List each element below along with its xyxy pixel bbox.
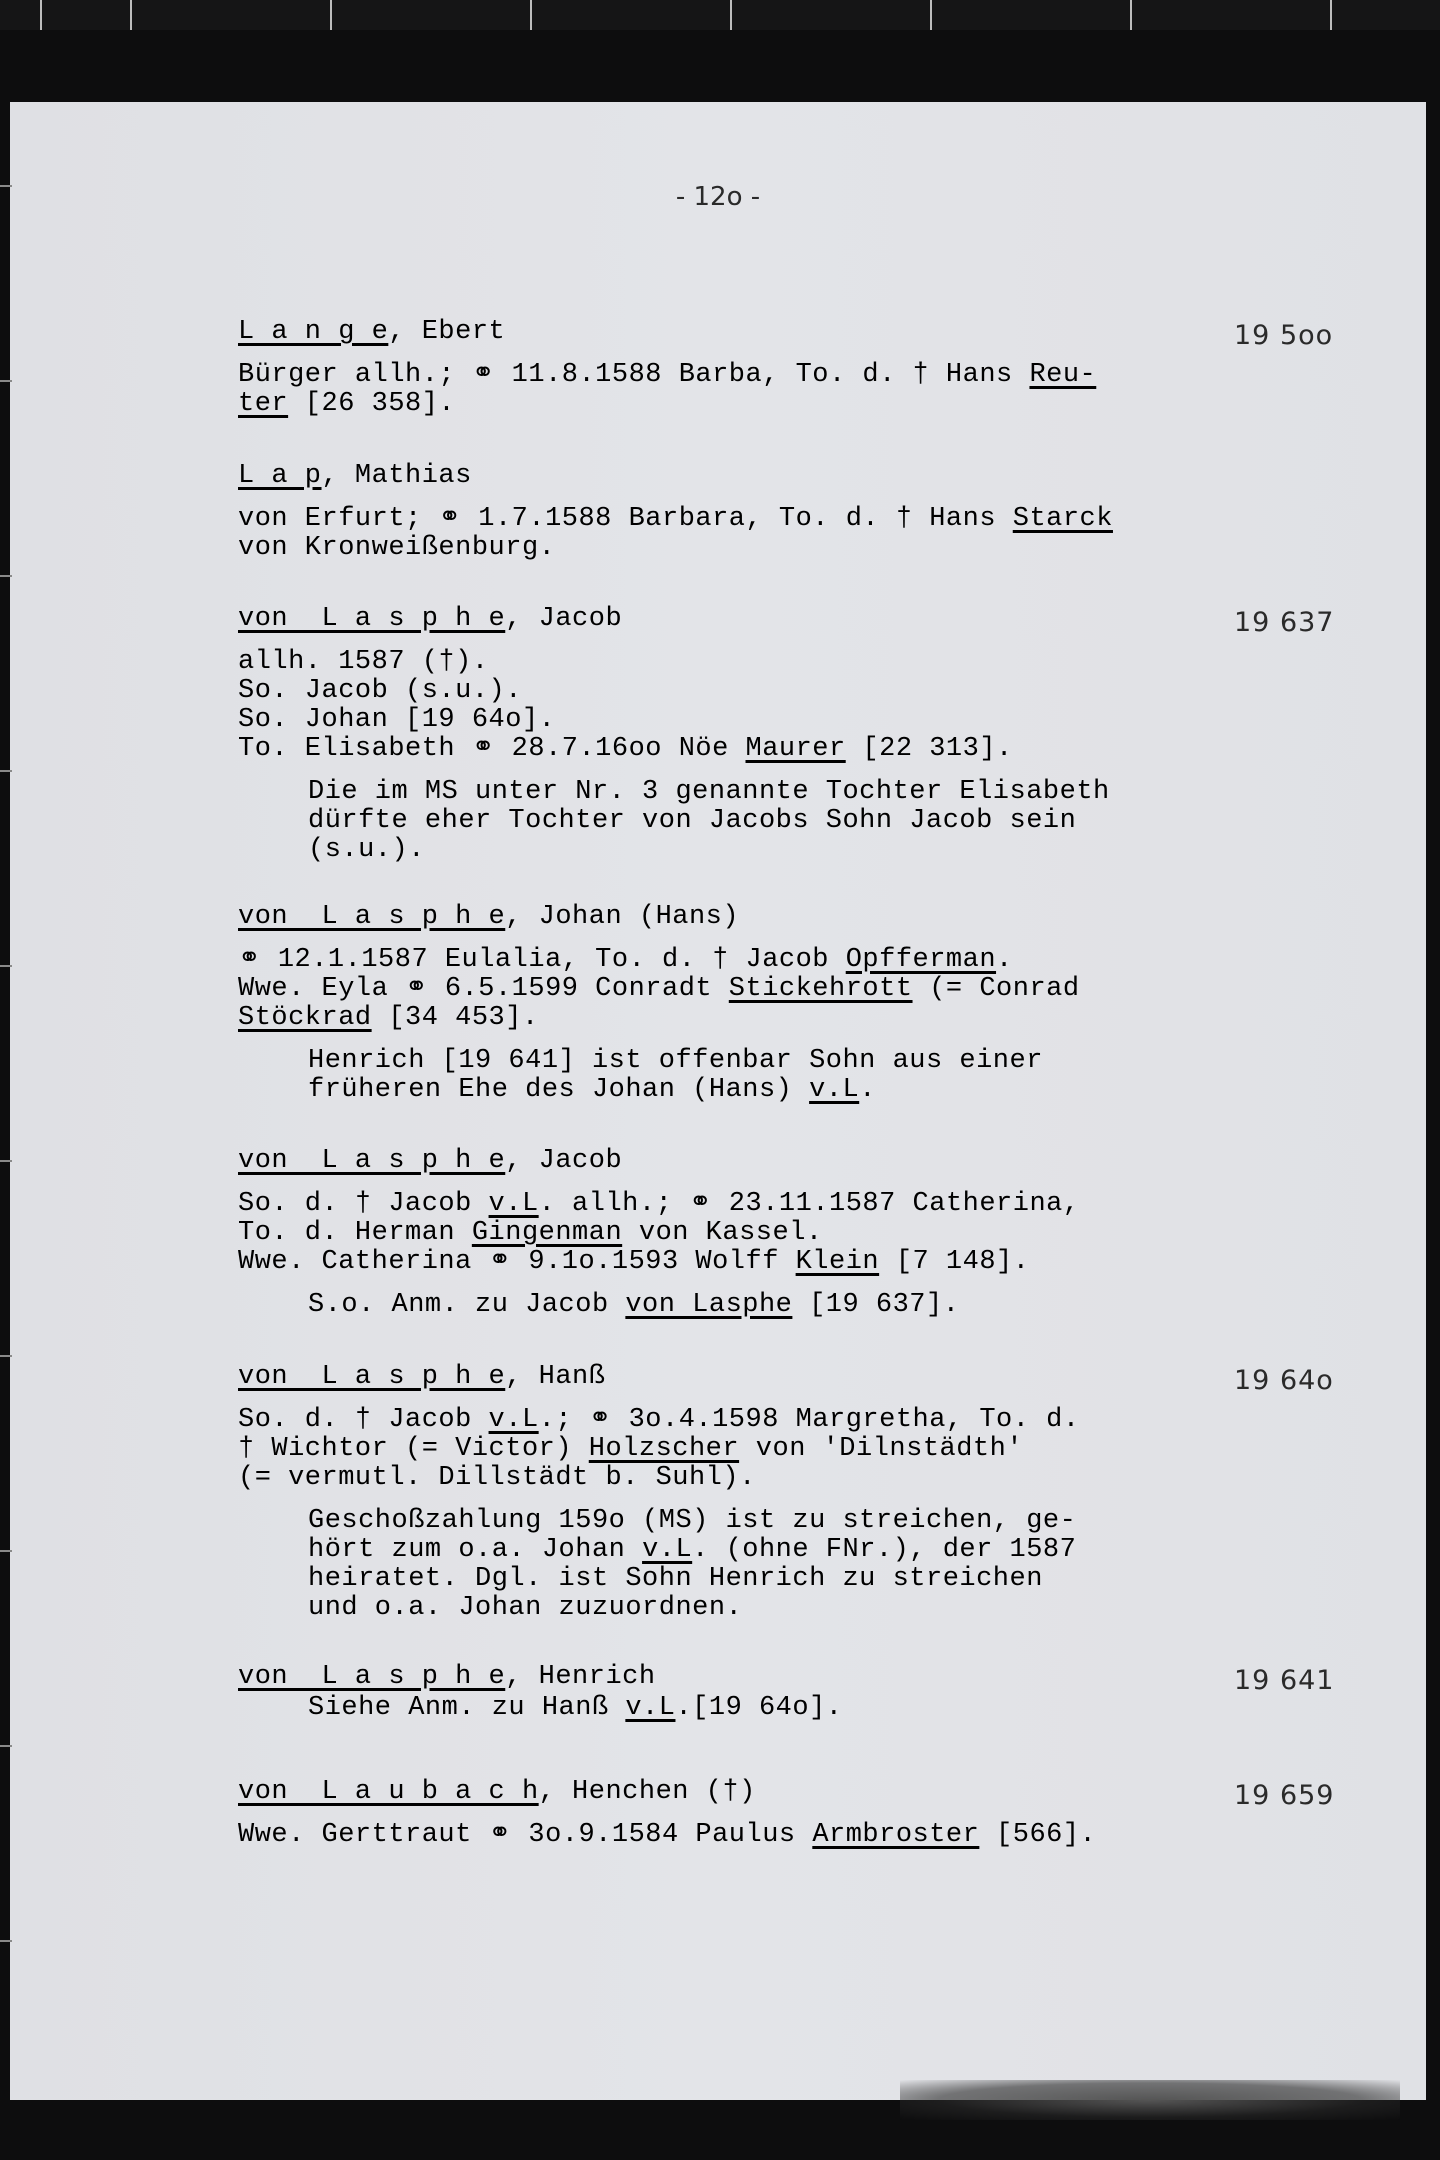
text-run: To. Elisabeth ⚭ 28.7.16oo Nöe	[238, 734, 746, 764]
text-run: (= Conrad	[912, 974, 1080, 1004]
entry-heading	[238, 462, 1198, 491]
entry-note-line	[238, 836, 1198, 865]
family-number: 19 5oo	[1234, 320, 1334, 351]
text-run: [22 313].	[845, 734, 1013, 764]
film-side-tick	[0, 1550, 12, 1552]
text-run: von 'Dilnstädth'	[739, 1434, 1024, 1464]
register-entry	[238, 1778, 1198, 1850]
entry-line	[238, 1190, 1198, 1219]
entry-heading	[238, 605, 1198, 634]
text-run: (s.u.).	[308, 835, 425, 865]
text-run: Wwe. Gerttraut ⚭ 3o.9.1584 Paulus	[238, 1820, 813, 1850]
text-run: . (ohne FNr.), der 1587	[692, 1535, 1077, 1565]
underlined-name: Opfferman	[845, 945, 997, 975]
text-run: heiratet. Dgl. ist Sohn Henrich zu streichen	[308, 1564, 1043, 1594]
entry-heading	[238, 903, 1198, 932]
underlined-name: Reu-	[1029, 360, 1097, 390]
register-entry	[238, 1363, 1198, 1623]
text-run: Wwe. Catherina ⚭ 9.1o.1593 Wolff	[238, 1247, 796, 1277]
page-number: - 12o -	[675, 182, 761, 212]
film-tick	[530, 0, 532, 30]
entry-line	[238, 648, 1198, 677]
entry-note-line	[238, 1694, 1198, 1723]
entry-note-line	[238, 778, 1198, 807]
film-side-tick	[0, 185, 12, 187]
text-run: [34 453].	[371, 1003, 539, 1033]
entry-surname: von L a s p h e	[238, 604, 506, 634]
text-run: .	[859, 1075, 876, 1105]
entry-given-name: , Mathias	[321, 461, 472, 491]
entry-note-line	[238, 1076, 1198, 1105]
entry-given-name: , Hanß	[505, 1362, 606, 1392]
entry-given-name: , Henrich	[505, 1662, 656, 1692]
film-side-tick	[0, 1745, 12, 1747]
underlined-name: Gingenman	[471, 1218, 623, 1248]
text-run: hört zum o.a. Johan	[308, 1535, 643, 1565]
entry-line	[238, 1406, 1198, 1435]
entry-line	[238, 390, 1198, 419]
text-run: † Wichtor (= Victor)	[238, 1434, 589, 1464]
entry-note-line	[238, 1565, 1198, 1594]
text-run: (= vermutl. Dillstädt b. Suhl).	[238, 1463, 756, 1493]
entry-note-line	[238, 807, 1198, 836]
film-side-tick	[0, 1940, 12, 1942]
underlined-name: Holzscher	[588, 1434, 740, 1464]
underlined-name: v.L	[809, 1075, 860, 1105]
underlined-name: Stickehrott	[728, 974, 913, 1004]
film-side-tick	[0, 575, 12, 577]
entry-line	[238, 1464, 1198, 1493]
film-tick	[1330, 0, 1332, 30]
entry-surname: von L a s p h e	[238, 1146, 506, 1176]
underlined-name: Armbroster	[812, 1820, 980, 1850]
entry-heading	[238, 1778, 1198, 1807]
entry-heading	[238, 1663, 1198, 1692]
entry-note-line	[238, 1291, 1198, 1320]
register-entry	[238, 462, 1198, 563]
entry-note-line	[238, 1594, 1198, 1623]
underlined-name: von Lasphe	[625, 1290, 793, 1320]
entry-line	[238, 946, 1198, 975]
text-run: To. d. Herman	[238, 1218, 472, 1248]
film-tick	[730, 0, 732, 30]
underlined-name: v.L	[488, 1189, 539, 1219]
entry-note-line	[238, 1536, 1198, 1565]
film-tick	[40, 0, 42, 30]
register-entry	[238, 318, 1198, 419]
text-run: Geschoßzahlung 159o (MS) ist zu streichen, ge-	[308, 1506, 1077, 1536]
film-tick	[330, 0, 332, 30]
entry-surname: L a n g e	[238, 317, 389, 347]
text-run: von Erfurt; ⚭ 1.7.1588 Barbara, To. d. † Hans	[238, 504, 1013, 534]
entry-line	[238, 1219, 1198, 1248]
entry-surname: L a p	[238, 461, 322, 491]
underlined-name: Maurer	[745, 734, 846, 764]
entry-heading	[238, 1363, 1198, 1392]
text-run: ⚭ 12.1.1587 Eulalia, To. d. † Jacob	[238, 945, 846, 975]
underlined-name: v.L	[488, 1405, 539, 1435]
text-run: So. d. † Jacob	[238, 1405, 489, 1435]
entry-line	[238, 1821, 1198, 1850]
register-entry	[238, 1147, 1198, 1320]
underlined-name: ter	[238, 389, 289, 419]
entry-line	[238, 1248, 1198, 1277]
text-run: und o.a. Johan zuzuordnen.	[308, 1593, 743, 1623]
entry-given-name: , Henchen (†)	[538, 1777, 756, 1807]
film-tick	[130, 0, 132, 30]
family-number: 19 637	[1234, 607, 1335, 638]
entry-surname: von L a s p h e	[238, 1362, 506, 1392]
scan-shadow	[900, 2080, 1400, 2120]
entry-given-name: , Ebert	[388, 317, 506, 347]
text-run: [566].	[979, 1820, 1097, 1850]
text-run: Wwe. Eyla ⚭ 6.5.1599 Conradt	[238, 974, 729, 1004]
entry-given-name: , Jacob	[505, 604, 623, 634]
entry-surname: von L a s p h e	[238, 902, 506, 932]
entry-note-line	[238, 1507, 1198, 1536]
entry-heading	[238, 1147, 1198, 1176]
text-run: [7 148].	[879, 1247, 1030, 1277]
text-run: Bürger allh.; ⚭ 11.8.1588 Barba, To. d. † Hans	[238, 360, 1030, 390]
film-side-tick	[0, 380, 12, 382]
entry-line	[238, 505, 1198, 534]
text-run: .	[996, 945, 1013, 975]
film-side-tick	[0, 770, 12, 772]
underlined-name: Starck	[1012, 504, 1113, 534]
film-tick	[1130, 0, 1132, 30]
text-run: So. Johan [19 64o].	[238, 705, 556, 735]
text-run: So. d. † Jacob	[238, 1189, 489, 1219]
text-run: früheren Ehe des Johan (Hans)	[308, 1075, 810, 1105]
underlined-name: Stöckrad	[238, 1003, 372, 1033]
film-side-tick	[0, 965, 12, 967]
underlined-name: v.L	[642, 1535, 693, 1565]
text-run: . allh.; ⚭ 23.11.1587 Catherina,	[538, 1189, 1080, 1219]
film-side-tick	[0, 1160, 12, 1162]
entry-line	[238, 975, 1198, 1004]
entry-given-name: , Jacob	[505, 1146, 623, 1176]
family-number: 19 64o	[1234, 1365, 1334, 1396]
text-run: Siehe Anm. zu Hanß	[308, 1693, 626, 1723]
register-entry	[238, 605, 1198, 865]
film-side-tick	[0, 1355, 12, 1357]
entry-surname: von L a s p h e	[238, 1662, 506, 1692]
text-run: Henrich [19 641] ist offenbar Sohn aus einer	[308, 1046, 1043, 1076]
film-tick	[930, 0, 932, 30]
entry-line	[238, 735, 1198, 764]
entry-line	[238, 361, 1198, 390]
text-run: dürfte eher Tochter von Jacobs Sohn Jacob sein	[308, 806, 1077, 836]
text-run: allh. 1587 (†).	[238, 647, 489, 677]
text-run: [26 358].	[288, 389, 456, 419]
entry-line	[238, 1435, 1198, 1464]
text-run: von Kassel.	[622, 1218, 823, 1248]
entry-line	[238, 677, 1198, 706]
underlined-name: v.L	[625, 1693, 676, 1723]
entry-line	[238, 1004, 1198, 1033]
text-run: So. Jacob (s.u.).	[238, 676, 522, 706]
register-entry	[238, 903, 1198, 1105]
text-run: .; ⚭ 3o.4.1598 Margretha, To. d.	[538, 1405, 1080, 1435]
text-run: .[19 64o].	[675, 1693, 843, 1723]
entry-line	[238, 706, 1198, 735]
register-entry	[238, 1663, 1198, 1723]
entry-note-line	[238, 1047, 1198, 1076]
text-run: von Kronweißenburg.	[238, 533, 556, 563]
film-strip-top	[0, 0, 1440, 30]
text-run: [19 637].	[792, 1290, 960, 1320]
entry-surname: von L a u b a c h	[238, 1777, 539, 1807]
entry-line	[238, 534, 1198, 563]
underlined-name: Klein	[795, 1247, 880, 1277]
family-number: 19 659	[1234, 1780, 1335, 1811]
family-number: 19 641	[1234, 1665, 1335, 1696]
text-run: Die im MS unter Nr. 3 genannte Tochter Elisabeth	[308, 777, 1110, 807]
text-run: S.o. Anm. zu Jacob	[308, 1290, 626, 1320]
entry-given-name: , Johan (Hans)	[505, 902, 740, 932]
entry-heading	[238, 318, 1198, 347]
